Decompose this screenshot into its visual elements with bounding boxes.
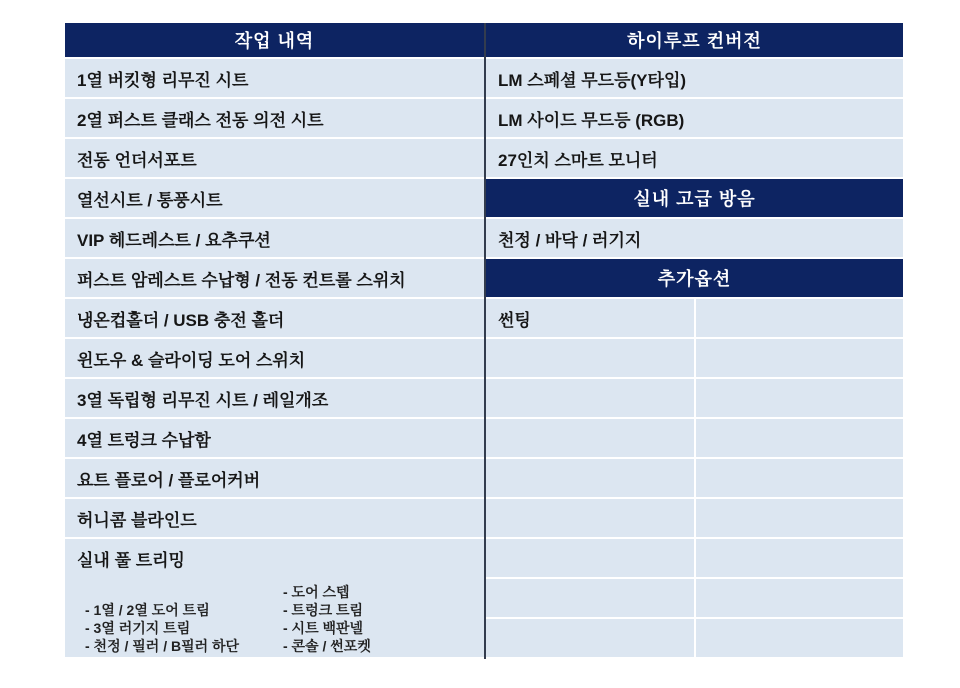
trimming-title: 실내 풀 트리밍	[77, 551, 185, 570]
trimming-item: - 트렁크 트림	[283, 602, 364, 618]
work-item-row: 냉온컵홀더 / USB 충전 홀더	[65, 299, 484, 339]
option-cell	[486, 419, 696, 457]
option-cell	[486, 339, 696, 377]
option-row	[486, 339, 903, 379]
option-row	[486, 499, 903, 539]
trimming-item: - 천정 / 필러 / B필러 하단	[85, 638, 240, 654]
option-cell	[486, 619, 696, 657]
option-row	[486, 419, 903, 459]
work-item-row: VIP 헤드레스트 / 요추쿠션	[65, 219, 484, 259]
option-cell	[486, 379, 696, 417]
option-cell	[696, 459, 904, 497]
option-row	[486, 619, 903, 659]
highroof-row: 27인치 스마트 모니터	[486, 139, 903, 179]
work-item-trimming-cell	[65, 539, 484, 659]
option-row	[486, 299, 903, 339]
option-row	[486, 459, 903, 499]
work-item-row: 3열 독립형 리무진 시트 / 레일개조	[65, 379, 484, 419]
trimming-item: - 시트 백판넬	[283, 620, 364, 636]
trimming-list-right	[277, 583, 371, 655]
option-cell: 썬팅	[486, 299, 696, 337]
soundproof-row: 천정 / 바닥 / 러기지	[486, 219, 903, 259]
work-item-row: 허니콤 블라인드	[65, 499, 484, 539]
option-cell	[486, 539, 696, 577]
option-cell	[696, 379, 904, 417]
work-items-column	[65, 23, 484, 659]
work-item-row: 열선시트 / 통풍시트	[65, 179, 484, 219]
trimming-list-left	[77, 601, 277, 655]
highroof-row: LM 스페셜 무드등(Y타입)	[486, 59, 903, 99]
option-row	[486, 579, 903, 619]
trimming-lists	[77, 583, 472, 655]
option-cell	[486, 579, 696, 617]
trimming-item: - 1열 / 2열 도어 트림	[85, 602, 210, 618]
spec-table	[65, 23, 903, 659]
option-cell	[486, 459, 696, 497]
option-row	[486, 539, 903, 579]
work-item-row: 2열 퍼스트 클래스 전동 의전 시트	[65, 99, 484, 139]
work-item-row: 윈도우 & 슬라이딩 도어 스위치	[65, 339, 484, 379]
option-cell	[696, 539, 904, 577]
trimming-item: - 도어 스텝	[283, 584, 350, 600]
work-item-row: 전동 언더서포트	[65, 139, 484, 179]
trimming-item: - 3열 러기지 트림	[85, 620, 191, 636]
options-column	[484, 23, 903, 659]
work-item-row: 퍼스트 암레스트 수납형 / 전동 컨트롤 스위치	[65, 259, 484, 299]
option-cell	[696, 299, 904, 337]
option-cell	[696, 619, 904, 657]
work-item-row: 1열 버킷형 리무진 시트	[65, 59, 484, 99]
highroof-row: LM 사이드 무드등 (RGB)	[486, 99, 903, 139]
option-cell	[486, 499, 696, 537]
option-cell	[696, 499, 904, 537]
trimming-item: - 콘솔 / 썬포켓	[283, 638, 371, 654]
work-item-row: 4열 트렁크 수납함	[65, 419, 484, 459]
soundproof-header: 실내 고급 방음	[486, 179, 903, 219]
work-item-row: 요트 플로어 / 플로어커버	[65, 459, 484, 499]
option-row	[486, 379, 903, 419]
option-cell	[696, 579, 904, 617]
highroof-header: 하이루프 컨버전	[486, 23, 903, 59]
work-items-header: 작업 내역	[65, 23, 484, 59]
option-cell	[696, 339, 904, 377]
option-cell	[696, 419, 904, 457]
extra-options-header: 추가옵션	[486, 259, 903, 299]
